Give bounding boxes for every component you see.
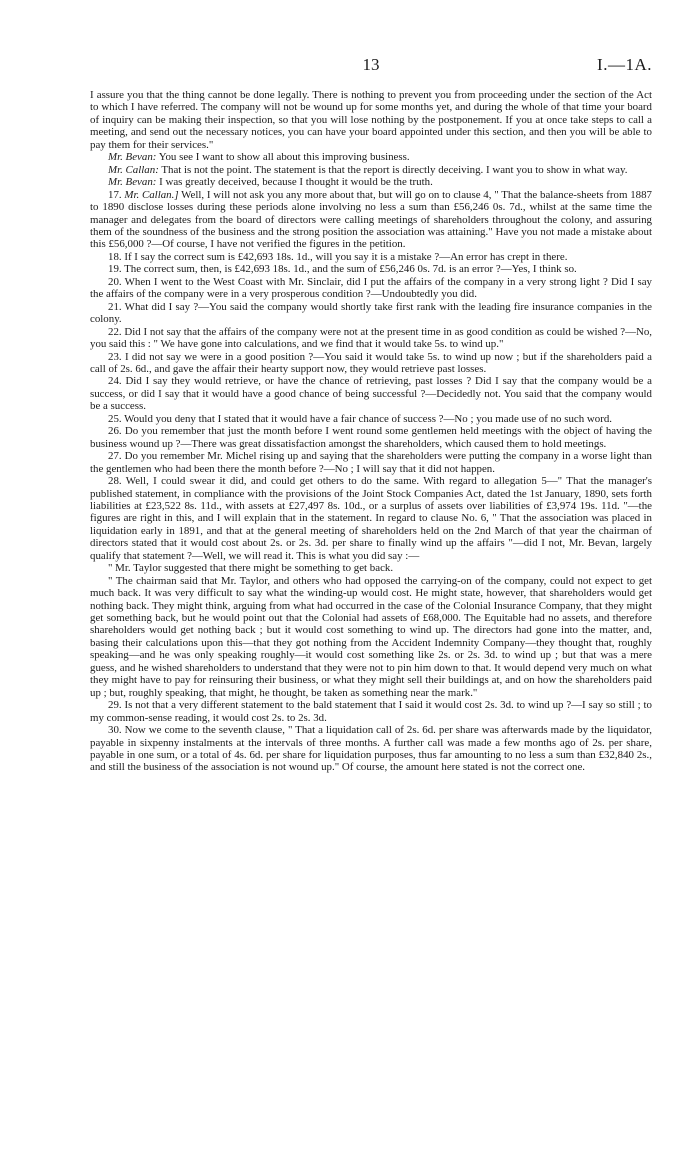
paragraph: 30. Now we come to the seventh clause, " That a liquidation call of 2s. 6d. per share was afterwards made by the liquidator, payable in sixpenny instalments at the intervals of three months. A further call was made a few months ago of 2s. per share, payable in one sum, or a total of 4s. 6d. per share for liquidation purposes, thus far amounting to no less a sum than £32,840 2s., and still the business of the association is not wound up." Of course, the amount here stated is not the correct one.	[90, 724, 652, 774]
paragraph: Mr. Callan: That is not the point. The statement is that the report is directly deceiving. I want you to show in what way.	[108, 163, 628, 176]
quoted-paragraph: " Mr. Taylor suggested that there might be something to get back.	[108, 562, 394, 575]
paragraph: 28. Well, I could swear it did, and could get others to do the same. With regard to allegation 5—" That the manager's published statement, in compliance with the provisions of the Joint Stock Companies Act, dated the 1st January, 1890, sets forth liabilities at £23,522 8s. 11d., with assets at £27,497 8s. 10d., or a surplus of assets over liabilities of £3,974 19s. 11d. "—the figures are right in this, and I will explain that in the statement. In regard to clause No. 6, " That the association was placed in liquidation early in 1891, and that at the general meeting of shareholders held on the 2nd March of that year the chairman of directors stated that it would cost about 2s. or 2s. 3d. per share to finally wind up the affairs "—did I not, Mr. Bevan, largely qualify that statement ?—Well, we will read it. This is what you did say :—	[90, 475, 652, 562]
paragraph: Mr. Bevan: You see I want to show all about this improving business.	[108, 151, 410, 164]
paragraph: 17. Mr. Callan.] Well, I will not ask you any more about that, but will go on to clause 4, " That the balance-sheets from 1887 to 1890 disclose losses during these periods alone involving no less a sum than £56,246 0s. 7d., whilst at the same time the manager and delegates from the board of directors were calling meetings of shareholders throughout the colony, and assuring them of the soundness of the business and the strong position the association was attaining." Have you not made a mistake about this £56,000 ?—Of course, I have not verified the figures in the petition.	[90, 188, 652, 251]
page-header	[90, 55, 652, 89]
paragraph: 25. Would you deny that I stated that it would have a fair chance of success ?—No ; you made use of no such word.	[108, 412, 612, 425]
body-text	[90, 89, 652, 774]
paragraph: 18. If I say the correct sum is £42,693 18s. 1d., will you say it is a mistake ?—An error has crept in there.	[108, 250, 568, 263]
document-reference: I.—1A.	[597, 55, 652, 74]
paragraph: 24. Did I say they would retrieve, or have the chance of retrieving, past losses ? Did I say that the company would be a success, or did I say that it would have a good chance of being successful ?—Decidedly not. You said that the company would be a success.	[90, 375, 652, 413]
paragraph: 20. When I went to the West Coast with Mr. Sinclair, did I put the affairs of the company in a very strong light ? Did I say the affairs of the company were in a very prosperous condition ?—Undoubtedly you did.	[90, 275, 652, 301]
speaker-name: Mr. Bevan:	[108, 176, 157, 189]
page-number: 13	[362, 55, 380, 74]
paragraph: 23. I did not say we were in a good position ?—You said it would take 5s. to wind up now ; but if the shareholders paid a call of 2s. 6d., and gave the affair their hearty support now, they would retrieve past losses.	[90, 350, 652, 375]
speaker-name: Mr. Bevan:	[108, 151, 157, 164]
paragraph: 27. Do you remember Mr. Michel rising up and saying that the shareholders were putting the company in a worse light than the gentlemen who had been there the month before ?—No ; I will say that it did not happen.	[90, 450, 652, 475]
speaker-name: Mr. Callan.]	[124, 188, 179, 201]
quoted-paragraph: " The chairman said that Mr. Taylor, and others who had opposed the carrying-on of the company, could not expect to get much back. It was very difficult to say what the winding-up would cost. He might state, however, that shareholders would get nothing back. They might think, arguing from what had occurred in the case of the Colonial Insurance Company, that they might get something back, but he would point out that the Colonial had assets of £68,000. The Equitable had no assets, and therefore shareholders would get nothing back ; but it would cost something to wind up. The directors had gone into the matter, and, basing their calculations upon this—that they got nothing from the Accident Indemnity Company—they thought that, roughly speaking—and he was only speaking roughly—it would cost something like 2s. or 2s. 3d. to wind up ; but that was a mere guess, and he wished shareholders to understand that they were not to pin him down to that. It would depend very much on what they might have to pay for reinsuring their business, or what they might sell their buildings at, and on how the shareholders paid up ; but, roughly speaking, that might, he thought, be taken as something near the mark."	[90, 574, 652, 699]
paragraph: 21. What did I say ?—You said the company would shortly take first rank with the leading fire insurance companies in the colony.	[90, 300, 652, 326]
speaker-name: Mr. Callan:	[108, 163, 159, 176]
paragraph: 22. Did I not say that the affairs of the company were not at the present time in as good condition as could be wished ?—No, you said this : " We have gone into calculations, and we find that it would take 5s. to wind up."	[90, 325, 652, 351]
paragraph: Mr. Bevan: I was greatly deceived, because I thought it would be the truth.	[108, 176, 433, 189]
paragraph: 19. The correct sum, then, is £42,693 18s. 1d., and the sum of £56,246 0s. 7d. is an error ?—Yes, I think so.	[108, 263, 577, 276]
paragraph: 29. Is not that a very different statement to the bald statement that I said it would cost 2s. 3d. to wind up ?—I say so still ; to my common-sense reading, it would cost 2s. to 2s. 3d.	[90, 699, 652, 724]
paragraph: I assure you that the thing cannot be done legally. There is nothing to prevent you from proceeding under the section of the Act to which I have referred. The company will not be wound up for some months yet, and during the whole of that time your board of inquiry can be making their inspection, so that you will lose nothing by the postponement. If you at once take steps to call a meeting, and send out the necessary notices, you can have your board appointed under this section, and then you will be able to pay them for their services."	[90, 89, 652, 151]
paragraph: 26. Do you remember that just the month before I went round some gentlemen held meetings with the object of having the business wound up ?—There was great dissatisfaction amongst the shareholders, which caused them to hold meetings.	[90, 425, 652, 450]
